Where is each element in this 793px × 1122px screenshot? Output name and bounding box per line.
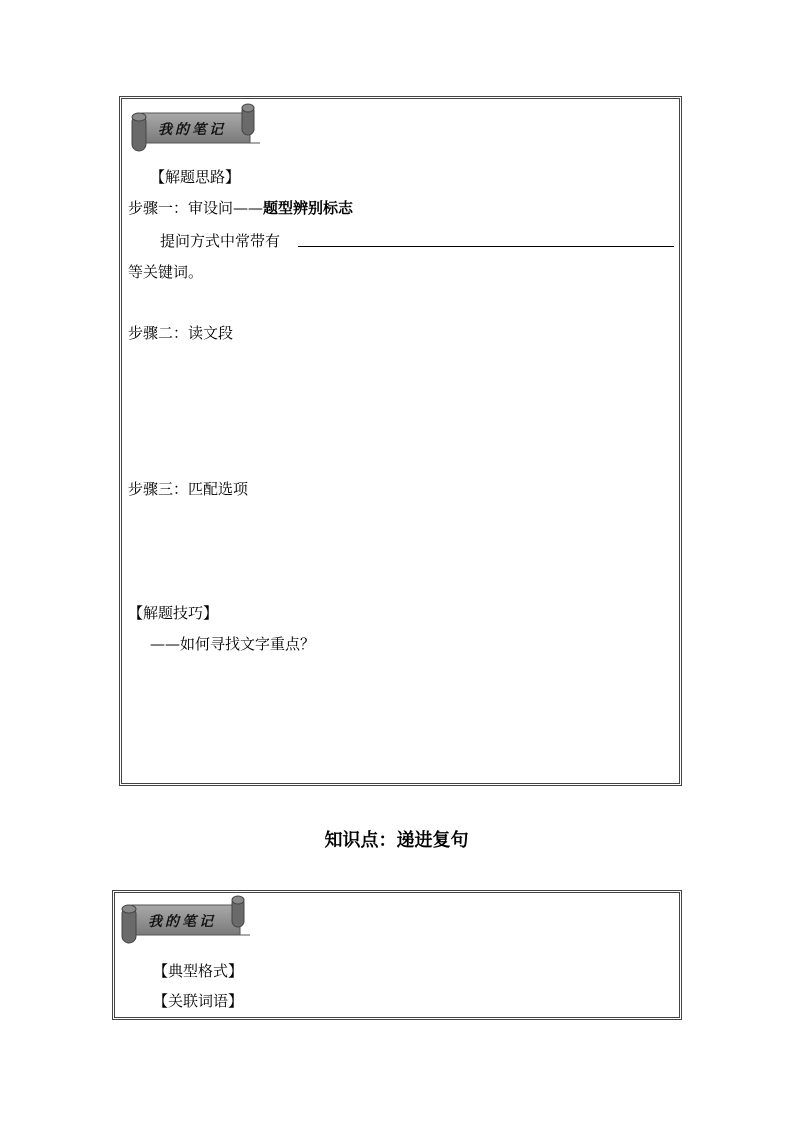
fill-in-blank[interactable] [298,246,674,247]
prompt-tail: 等关键词。 [128,263,204,281]
heading-approach: 【解题思路】 [150,168,241,186]
heading-tips: 【解题技巧】 [128,604,219,622]
my-notes-banner [130,103,270,153]
tip-question: ——如何寻找文字重点？ [150,635,316,653]
step-one [128,199,353,217]
heading-format: 【典型格式】 [153,962,244,980]
my-notes-banner [120,895,260,945]
step-three: 步骤三：匹配选项 [128,480,249,498]
knowledge-point-title: 知识点：递进复句 [324,830,469,851]
banner-label: 我的笔记 [148,914,216,930]
heading-words: 【关联词语】 [153,992,244,1010]
prompt-line: 提问方式中常带有 [160,232,281,250]
banner-label: 我的笔记 [158,122,226,138]
step-one-prefix: 步骤一：审设问—— [128,199,264,217]
step-one-bold: 题型辨别标志 [263,199,354,217]
notes-box-1 [119,96,682,786]
notes-box-2 [112,890,682,1020]
step-two: 步骤二：读文段 [128,324,234,342]
